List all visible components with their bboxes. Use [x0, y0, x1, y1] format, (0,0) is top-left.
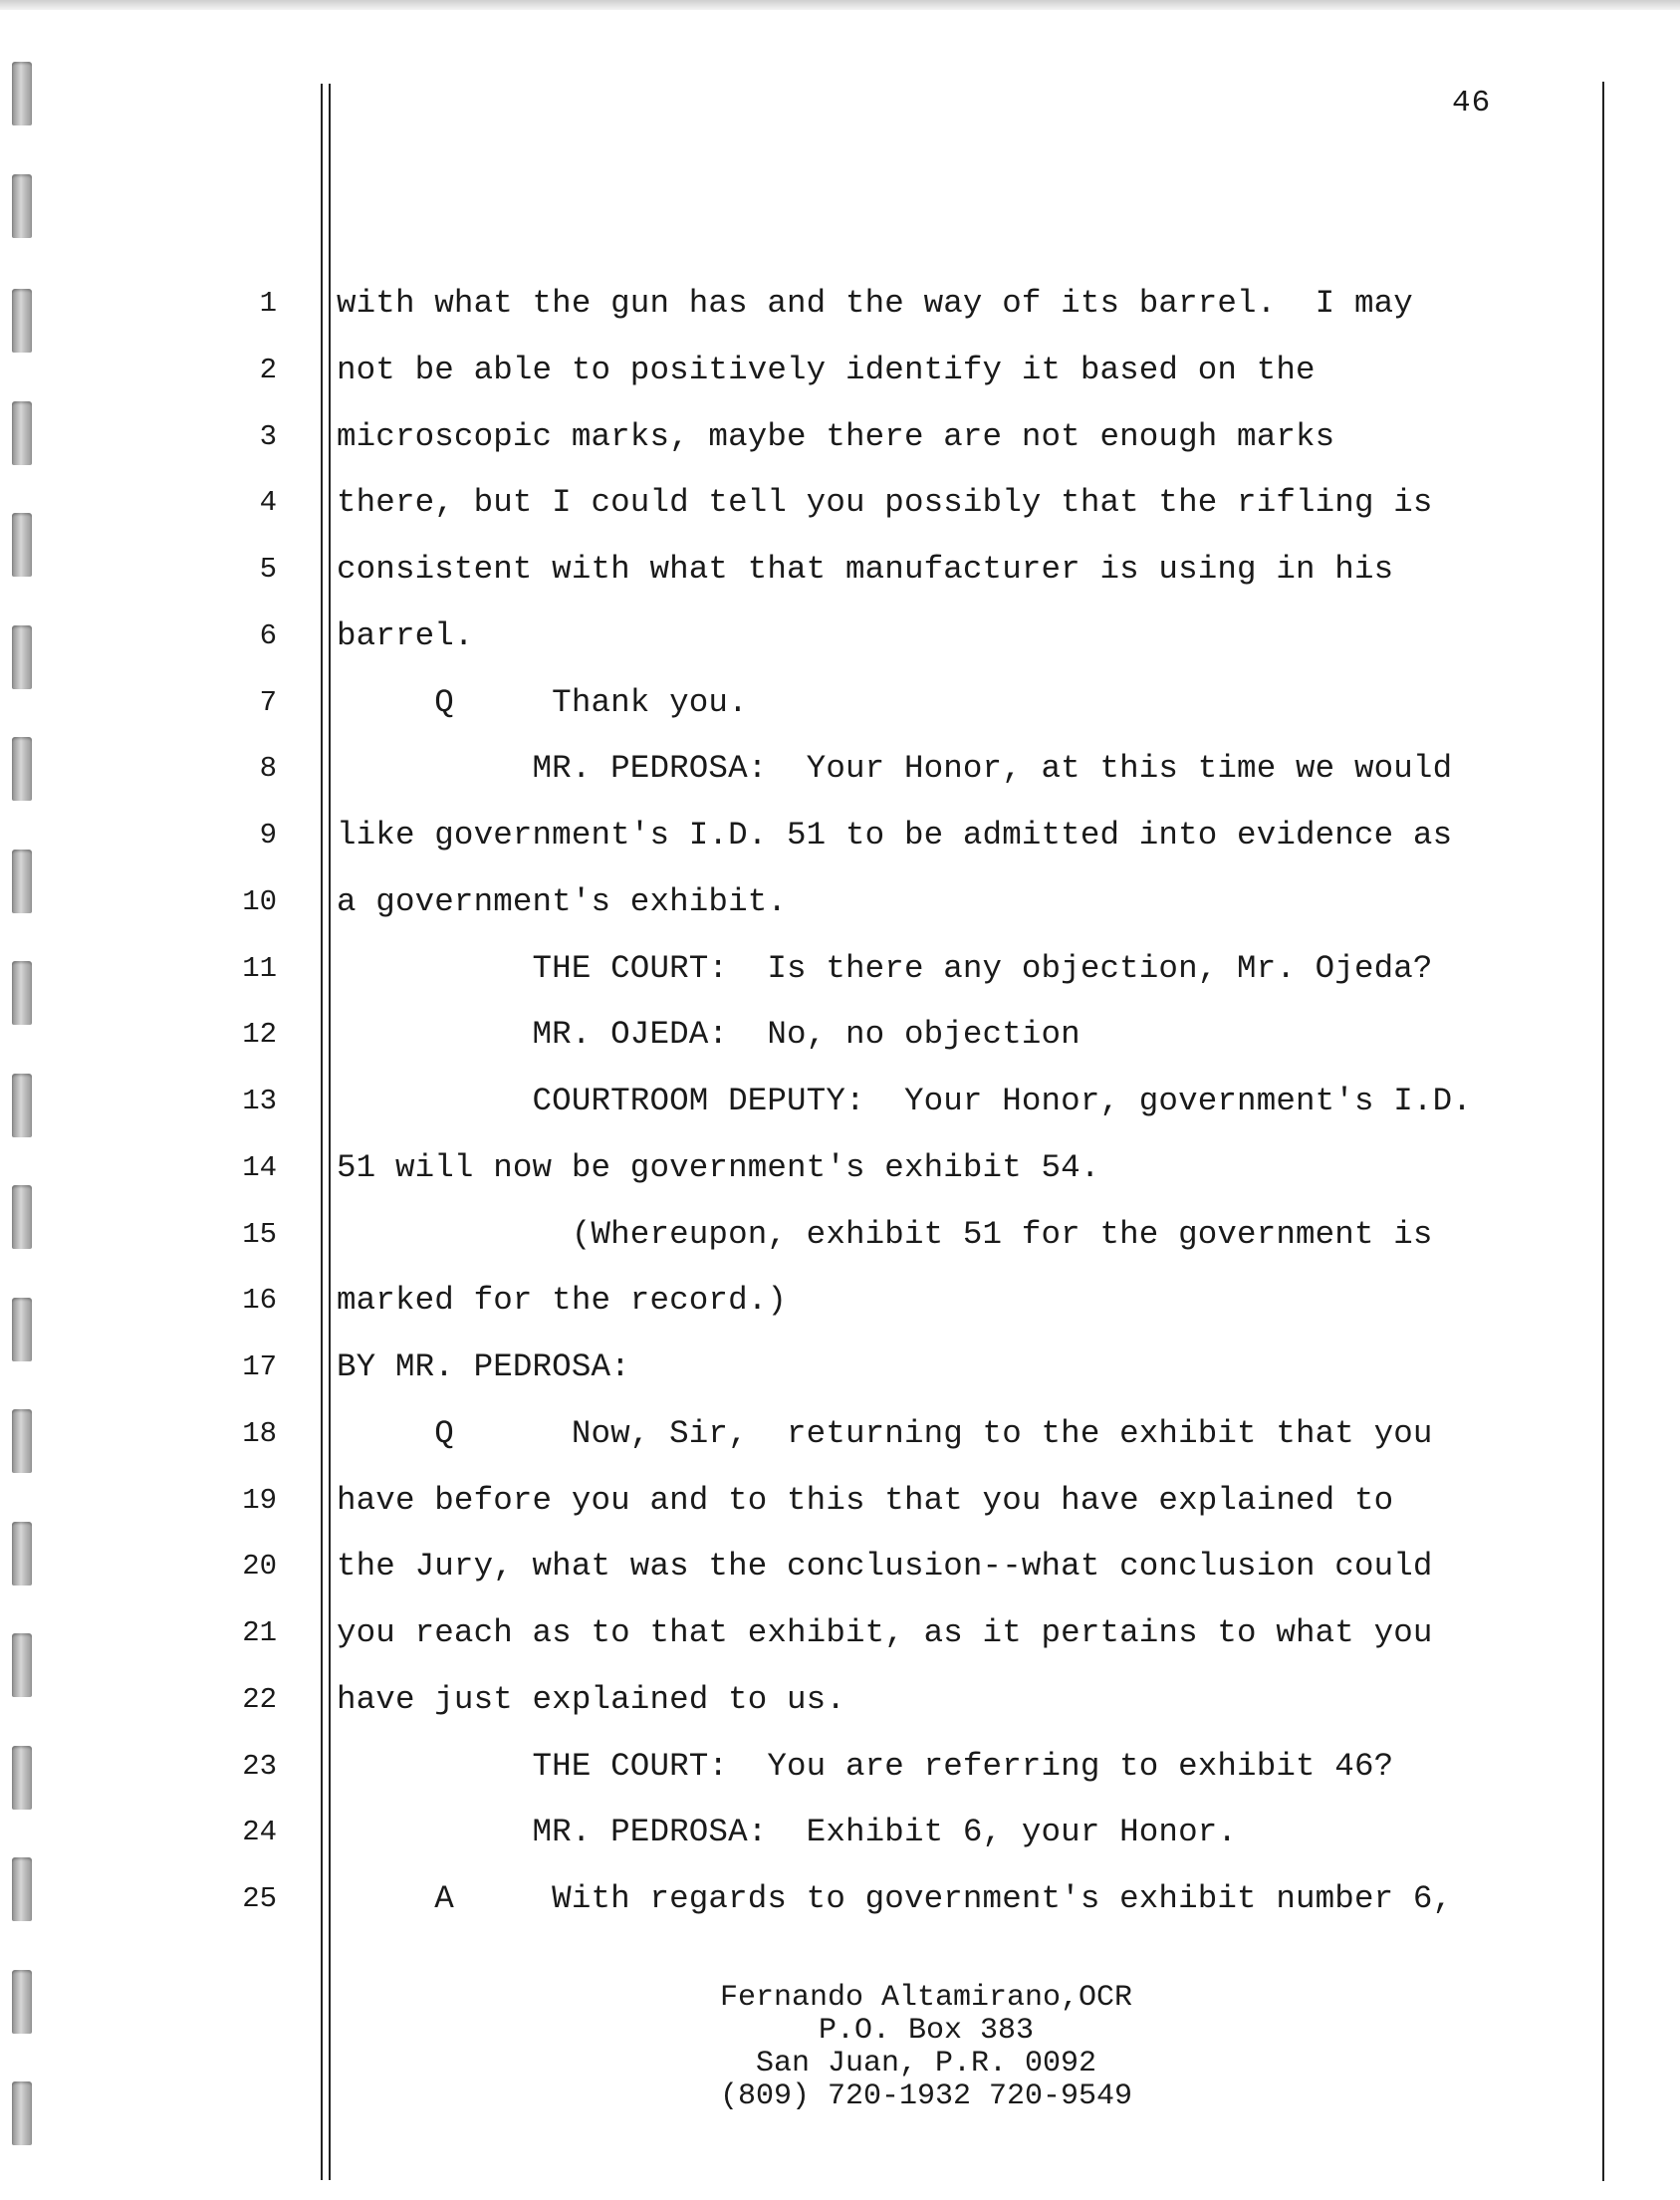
line-text: have just explained to us. — [337, 1680, 845, 1718]
line-number: 11 — [242, 951, 277, 985]
line-text: have before you and to this that you have explained to — [337, 1481, 1394, 1519]
line-text: microscopic marks, maybe there are not enough marks — [337, 417, 1335, 455]
transcript-line — [0, 1476, 1680, 1526]
line-text: not be able to positively identify it based on the — [337, 351, 1316, 388]
line-number: 23 — [242, 1749, 277, 1783]
line-text: MR. PEDROSA: Exhibit 6, your Honor. — [337, 1814, 1238, 1851]
transcript-line — [0, 1608, 1680, 1658]
page-number: 46 — [1452, 86, 1492, 121]
line-number: 12 — [242, 1018, 277, 1052]
line-text: COURTROOM DEPUTY: Your Honor, government's I.D. — [337, 1083, 1472, 1119]
line-number: 21 — [242, 1616, 277, 1649]
left-margin-rule — [321, 84, 323, 2180]
transcript-line — [0, 1542, 1680, 1591]
line-text: with what the gun has and the way of its barrel. I may — [337, 285, 1413, 322]
scan-top-edge — [0, 0, 1680, 10]
line-number: 1 — [259, 287, 277, 320]
line-number: 5 — [259, 553, 277, 586]
transcript-line — [0, 1874, 1680, 1924]
line-text: like government's I.D. 51 to be admitted into evidence as — [337, 817, 1453, 854]
transcript-line — [0, 811, 1680, 860]
reporter-footer — [478, 1982, 1374, 2113]
line-text: BY MR. PEDROSA: — [337, 1348, 630, 1385]
transcript-line — [0, 744, 1680, 794]
line-text: consistent with what that manufacturer is using in his — [337, 551, 1394, 588]
line-number: 18 — [242, 1416, 277, 1450]
line-number: 24 — [242, 1816, 277, 1849]
transcript-line — [0, 478, 1680, 528]
line-number: 22 — [242, 1682, 277, 1716]
transcript-line — [0, 1276, 1680, 1326]
line-text: THE COURT: You are referring to exhibit 46? — [337, 1747, 1394, 1785]
transcript-line — [0, 1210, 1680, 1260]
line-number: 17 — [242, 1350, 277, 1383]
transcript-line — [0, 545, 1680, 595]
transcript-line — [0, 678, 1680, 728]
transcript-line — [0, 1742, 1680, 1792]
line-text: A With regards to government's exhibit number 6, — [337, 1880, 1453, 1917]
line-text: a government's exhibit. — [337, 882, 788, 920]
line-number: 8 — [259, 752, 277, 786]
transcript-line — [0, 944, 1680, 994]
transcript-line — [0, 412, 1680, 462]
line-text: marked for the record.) — [337, 1282, 788, 1320]
transcript-line — [0, 1143, 1680, 1193]
transcript-line — [0, 346, 1680, 395]
transcript-line — [0, 611, 1680, 661]
line-text: the Jury, what was the conclusion--what conclusion could — [337, 1548, 1433, 1586]
reporter-phone: (809) 720-1932 720-9549 — [719, 2079, 1133, 2113]
transcript-line — [0, 1675, 1680, 1725]
reporter-address-line-2: San Juan, P.R. 0092 — [755, 2047, 1097, 2080]
reporter-address-line-1: P.O. Box 383 — [818, 2014, 1035, 2048]
transcript-line — [0, 1077, 1680, 1126]
transcript-line — [0, 1010, 1680, 1060]
line-text: barrel. — [337, 616, 474, 654]
line-number: 6 — [259, 618, 277, 652]
line-number: 20 — [242, 1550, 277, 1584]
transcript-line — [0, 1409, 1680, 1459]
right-margin-rule — [1602, 82, 1604, 2181]
line-text: Q Now, Sir, returning to the exhibit that you — [337, 1414, 1433, 1452]
line-number: 2 — [259, 353, 277, 386]
transcript-line — [0, 279, 1680, 329]
binder-hole — [12, 62, 32, 125]
binder-hole — [12, 1970, 32, 2034]
line-text: MR. PEDROSA: Your Honor, at this time we would — [337, 750, 1453, 788]
line-number: 10 — [242, 884, 277, 918]
line-number: 7 — [259, 685, 277, 719]
binder-hole — [12, 2081, 32, 2145]
line-text: you reach as to that exhibit, as it pertains to what you — [337, 1614, 1433, 1651]
left-margin-rule — [329, 84, 331, 2180]
line-number: 15 — [242, 1217, 277, 1251]
line-text: there, but I could tell you possibly that the rifling is — [337, 484, 1433, 522]
binder-hole — [12, 174, 32, 238]
line-number: 4 — [259, 486, 277, 520]
line-number: 13 — [242, 1085, 277, 1117]
line-text: (Whereupon, exhibit 51 for the government is — [337, 1215, 1433, 1253]
line-text: Q Thank you. — [337, 683, 748, 721]
line-text: MR. OJEDA: No, no objection — [337, 1016, 1080, 1054]
line-text: 51 will now be government's exhibit 54. — [337, 1148, 1100, 1186]
transcript-line — [0, 1808, 1680, 1857]
line-number: 9 — [259, 819, 277, 852]
line-number: 16 — [242, 1284, 277, 1318]
line-number: 3 — [259, 419, 277, 453]
transcript-line — [0, 1343, 1680, 1392]
line-number: 25 — [242, 1882, 277, 1915]
reporter-name: Fernando Altamirano,OCR — [719, 1981, 1133, 2015]
line-number: 19 — [242, 1483, 277, 1517]
line-text: THE COURT: Is there any objection, Mr. Ojeda? — [337, 949, 1433, 987]
transcript-line — [0, 877, 1680, 927]
line-number: 14 — [242, 1150, 277, 1184]
